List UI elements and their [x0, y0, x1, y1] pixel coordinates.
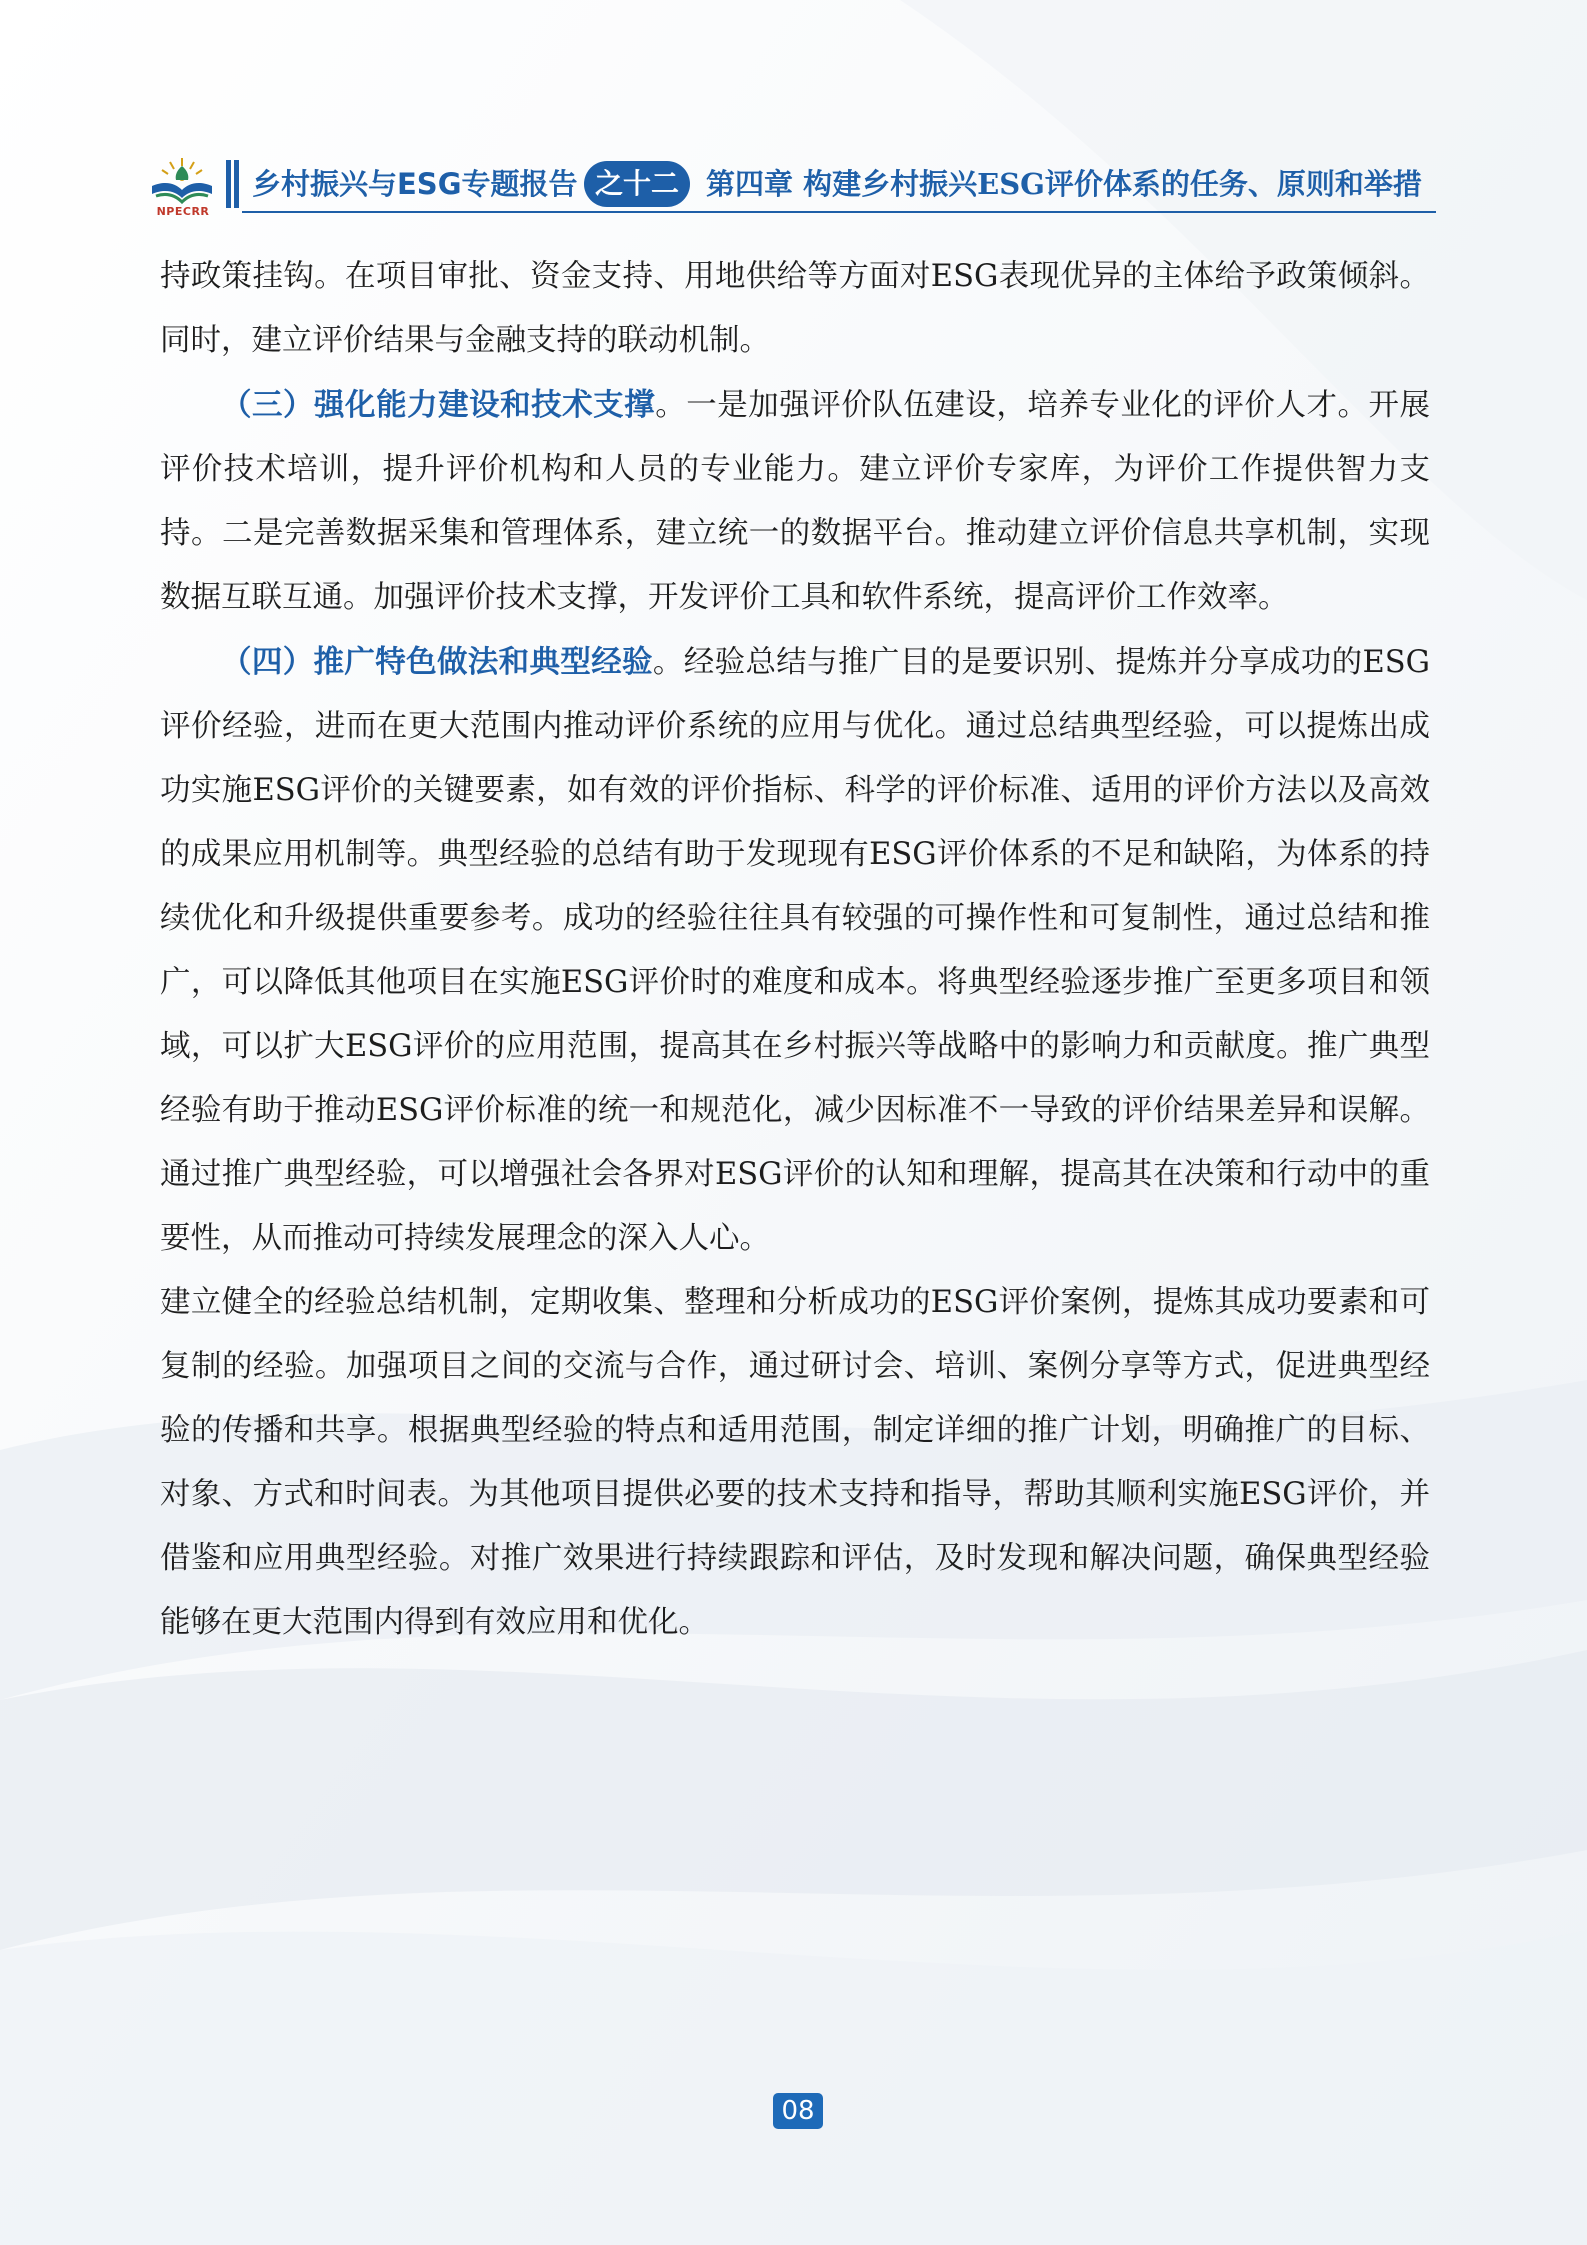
- section-3-heading: （三）强化能力建设和技术支撑: [221, 387, 656, 423]
- section-3-text: 。一是加强评价队伍建设，培养专业化的评价人才。开展评价技术培训，提升评价机构和人员的专业能力。建立评价专家库，为评价工作提供智力支持。二是完善数据采集和管理体系，建立统一的数据平台。推动建立评价信息共享机制，实现数据互联互通。加强评价技术支撑，开发评价工具和软件系统，提高评价工作效率。: [160, 388, 1431, 615]
- paragraph-section-4: [160, 630, 1430, 1271]
- paragraph-section-3: [160, 373, 1430, 630]
- page-number: 08: [773, 2093, 823, 2129]
- section-4-text: 。经验总结与推广目的是要识别、提炼并分享成功的ESG评价经验，进而在更大范围内推动评价系统的应用与优化。通过总结典型经验，可以提炼出成功实施ESG评价的关键要素，如有效的评价指标、科学的评价标准、适用的评价方法以及高效的成果应用机制等。典型经验的总结有助于发现现有ESG评价体系的不足和缺陷，为体系的持续优化和升级提供重要参考。成功的经验往往具有较强的可操作性和可复制性，通过总结和推广，可以降低其他项目在实施ESG评价时的难度和成本。将典型经验逐步推广至更多项目和领域，可以扩大ESG评价的应用范围，提高其在乡村振兴等战略中的影响力和贡献度。推广典型经验有助于推动ESG评价标准的统一和规范化，减少因标准不一导致的评价结果差异和误解。通过推广典型经验，可以增强社会各界对ESG评价的认知和理解，提高其在决策和行动中的重要性，从而推动可持续发展理念的深入人心。: [160, 645, 1430, 1256]
- header-bar-marks: [226, 160, 240, 208]
- section-4-heading: （四）推广特色做法和典型经验: [221, 644, 653, 680]
- body-text: [160, 245, 1430, 1655]
- chapter-title: 第四章 构建乡村振兴ESG评价体系的任务、原则和举措: [706, 167, 1422, 201]
- paragraph-final: 建立健全的经验总结机制，定期收集、整理和分析成功的ESG评价案例，提炼其成功要素和可复制的经验。加强项目之间的交流与合作，通过研讨会、培训、案例分享等方式，促进典型经验的传播和共享。根据典型经验的特点和适用范围，制定详细的推广计划，明确推广的目标、对象、方式和时间表。为其他项目提供必要的技术支持和指导，帮助其顺利实施ESG评价，并借鉴和应用典型经验。对推广效果进行持续跟踪和评估，及时发现和解决问题，确保典型经验能够在更大范围内得到有效应用和优化。: [160, 1285, 1430, 1640]
- logo-wordmark: NPECRR: [156, 205, 210, 218]
- page-header: [146, 150, 1436, 216]
- paragraph-continued: 持政策挂钩。在项目审批、资金支持、用地供给等方面对ESG表现优异的主体给予政策倾斜。同时，建立评价结果与金融支持的联动机制。: [160, 259, 1430, 358]
- header-divider: [242, 211, 1436, 213]
- series-title: 乡村振兴与ESG专题报告: [252, 167, 578, 201]
- series-number-badge: 之十二: [584, 161, 690, 207]
